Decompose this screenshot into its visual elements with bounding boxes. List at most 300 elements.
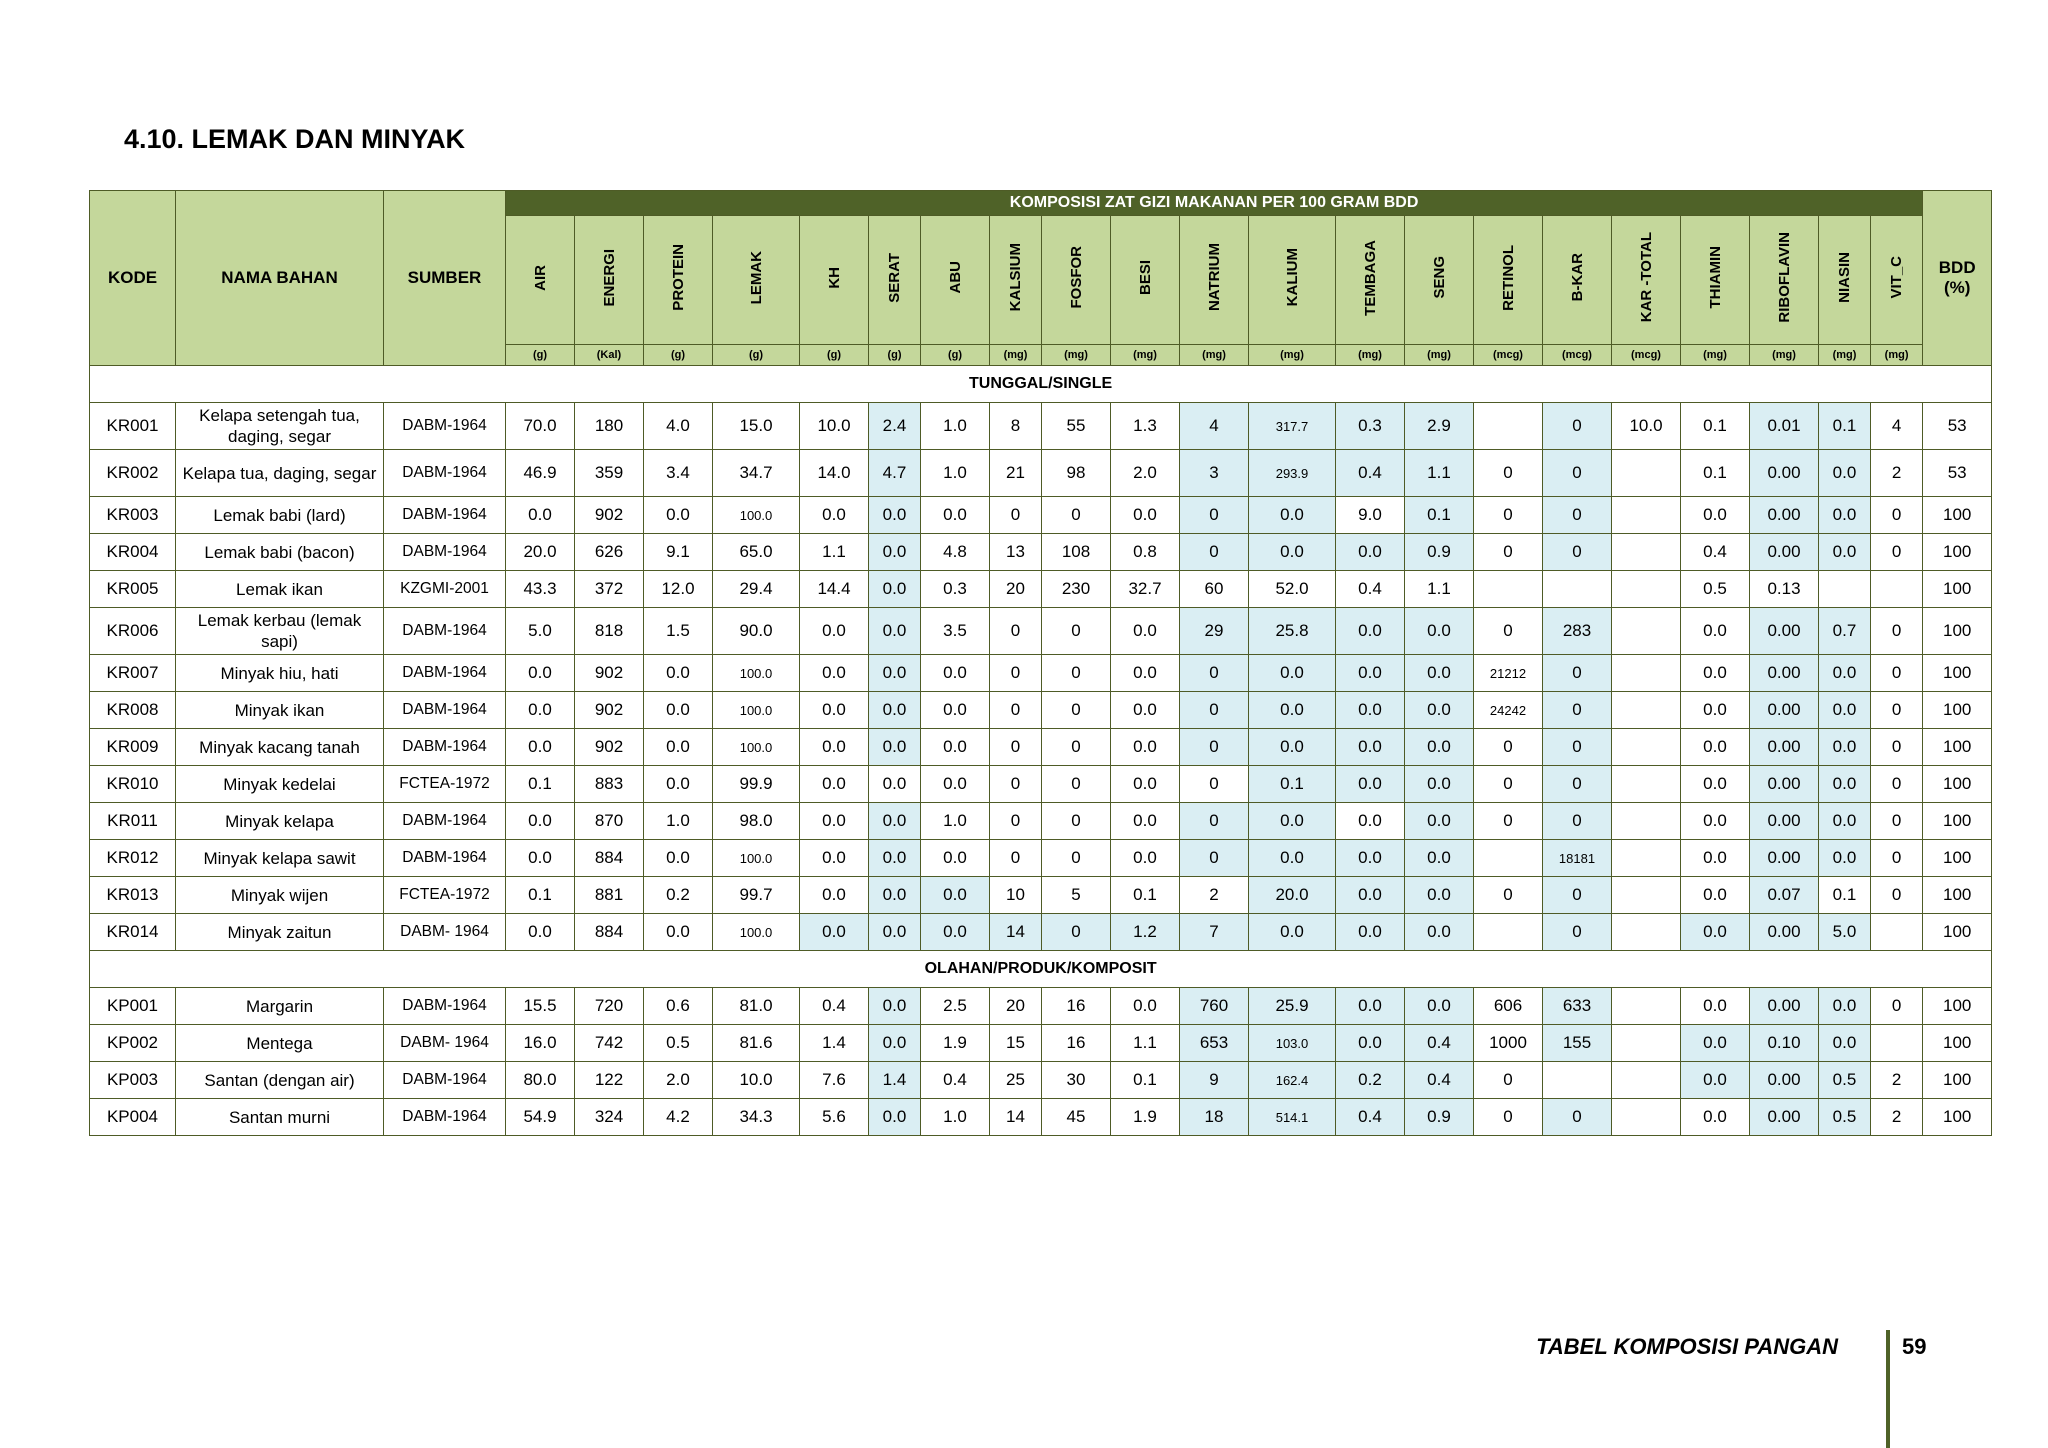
cell-value: 0.1 <box>1819 877 1871 914</box>
cell-value: 0.1 <box>506 877 575 914</box>
cell-value <box>1871 1025 1923 1062</box>
cell-value: 0.0 <box>644 729 713 766</box>
table-row <box>90 840 1992 877</box>
cell-value: 0.0 <box>921 877 990 914</box>
nutrient-header-label: AIR <box>531 264 549 291</box>
cell-value: 0 <box>1474 803 1543 840</box>
cell-value: 0 <box>1871 729 1923 766</box>
cell-sumber: FCTEA-1972 <box>384 877 506 914</box>
cell-value <box>1612 450 1681 497</box>
cell-bdd: 100 <box>1923 571 1992 608</box>
cell-value: 0.0 <box>1405 988 1474 1025</box>
cell-value: 902 <box>575 729 644 766</box>
cell-value: 0.0 <box>1681 729 1750 766</box>
unit-header: (mg) <box>1871 345 1923 366</box>
cell-value: 0 <box>990 803 1042 840</box>
cell-value: 20 <box>990 571 1042 608</box>
cell-value: 4.7 <box>869 450 921 497</box>
bdd-label: BDD <box>1938 258 1976 277</box>
cell-value: 0.1 <box>1249 766 1336 803</box>
page-number: 59 <box>1902 1334 1927 1359</box>
cell-value <box>1612 1099 1681 1136</box>
nutrient-header <box>1871 216 1923 345</box>
cell-kode: KR014 <box>90 914 176 951</box>
cell-value: 0.0 <box>644 692 713 729</box>
cell-value: 15 <box>990 1025 1042 1062</box>
cell-nama-bahan: Minyak wijen <box>176 877 384 914</box>
cell-value: 0.0 <box>1249 729 1336 766</box>
cell-value: 5.0 <box>1819 914 1871 951</box>
cell-value: 0.0 <box>869 608 921 655</box>
cell-value: 818 <box>575 608 644 655</box>
section-label: TUNGGAL/SINGLE <box>90 366 1992 403</box>
cell-value: 0.4 <box>800 988 869 1025</box>
unit-header: (mg) <box>990 345 1042 366</box>
cell-value: 0.0 <box>869 877 921 914</box>
cell-value: 0 <box>1871 692 1923 729</box>
cell-value: 0 <box>1042 840 1111 877</box>
cell-value: 1.1 <box>1405 450 1474 497</box>
cell-value: 0.0 <box>800 914 869 951</box>
nutrient-header <box>1180 216 1249 345</box>
nutrient-header-label: LEMAK <box>747 250 765 305</box>
cell-value: 9.1 <box>644 534 713 571</box>
cell-value <box>1474 403 1543 450</box>
table-row <box>90 729 1992 766</box>
cell-nama-bahan: Santan (dengan air) <box>176 1062 384 1099</box>
cell-bdd: 100 <box>1923 497 1992 534</box>
cell-value: 0 <box>1474 729 1543 766</box>
cell-value: 0 <box>1871 655 1923 692</box>
cell-value: 0.00 <box>1750 608 1819 655</box>
nutrient-header-label: RETINOL <box>1499 244 1517 311</box>
cell-value: 633 <box>1543 988 1612 1025</box>
cell-value: 1.3 <box>1111 403 1180 450</box>
cell-value: 0.5 <box>1681 571 1750 608</box>
cell-value: 720 <box>575 988 644 1025</box>
cell-value: 1.4 <box>869 1062 921 1099</box>
cell-value: 0 <box>1543 803 1612 840</box>
nutrient-header <box>800 216 869 345</box>
cell-value: 0.0 <box>921 729 990 766</box>
cell-value: 0.0 <box>1111 655 1180 692</box>
cell-value: 1.9 <box>1111 1099 1180 1136</box>
cell-sumber: DABM-1964 <box>384 655 506 692</box>
cell-value: 0.5 <box>1819 1099 1871 1136</box>
cell-value: 742 <box>575 1025 644 1062</box>
unit-header: (mcg) <box>1543 345 1612 366</box>
cell-value: 0.0 <box>800 497 869 534</box>
cell-value <box>1474 840 1543 877</box>
cell-value: 0.0 <box>1336 1025 1405 1062</box>
cell-value: 0.00 <box>1750 840 1819 877</box>
cell-value: 0.4 <box>1681 534 1750 571</box>
table-row <box>90 914 1992 951</box>
cell-kode: KR008 <box>90 692 176 729</box>
cell-value: 0.0 <box>1111 766 1180 803</box>
cell-value: 4.8 <box>921 534 990 571</box>
cell-value: 0.0 <box>644 914 713 951</box>
cell-value: 0.00 <box>1750 988 1819 1025</box>
cell-kode: KR012 <box>90 840 176 877</box>
cell-bdd: 100 <box>1923 1025 1992 1062</box>
cell-value: 4.2 <box>644 1099 713 1136</box>
cell-value: 81.6 <box>713 1025 800 1062</box>
cell-kode: KR013 <box>90 877 176 914</box>
cell-nama-bahan: Margarin <box>176 988 384 1025</box>
nutrient-header <box>921 216 990 345</box>
cell-value: 0.0 <box>1681 1025 1750 1062</box>
cell-value: 0.0 <box>1336 655 1405 692</box>
cell-value: 0.1 <box>1819 403 1871 450</box>
cell-kode: KR010 <box>90 766 176 803</box>
col-header-nama: NAMA BAHAN <box>176 191 384 366</box>
cell-nama-bahan: Minyak kacang tanah <box>176 729 384 766</box>
cell-value: 14.4 <box>800 571 869 608</box>
cell-value: 324 <box>575 1099 644 1136</box>
cell-value: 46.9 <box>506 450 575 497</box>
cell-value: 0 <box>1042 608 1111 655</box>
cell-sumber: DABM-1964 <box>384 403 506 450</box>
cell-value: 1.4 <box>800 1025 869 1062</box>
unit-header: (mg) <box>1042 345 1111 366</box>
cell-value: 0.0 <box>1681 877 1750 914</box>
cell-value <box>1612 608 1681 655</box>
cell-value: 0 <box>1474 877 1543 914</box>
unit-header: (mg) <box>1180 345 1249 366</box>
cell-value: 0 <box>1871 840 1923 877</box>
cell-value: 0.4 <box>1405 1025 1474 1062</box>
cell-value: 180 <box>575 403 644 450</box>
table-row <box>90 608 1992 655</box>
cell-value: 99.9 <box>713 766 800 803</box>
nutrient-header-label: NIASIN <box>1836 252 1853 303</box>
cell-value: 0.6 <box>644 988 713 1025</box>
cell-value: 359 <box>575 450 644 497</box>
cell-sumber: DABM-1964 <box>384 497 506 534</box>
cell-value: 0.0 <box>1819 803 1871 840</box>
cell-value: 0.0 <box>869 766 921 803</box>
cell-kode: KR006 <box>90 608 176 655</box>
cell-value: 70.0 <box>506 403 575 450</box>
cell-value <box>1612 655 1681 692</box>
table-body <box>90 366 1992 1136</box>
cell-bdd: 100 <box>1923 877 1992 914</box>
cell-value: 372 <box>575 571 644 608</box>
cell-value: 100.0 <box>713 497 800 534</box>
cell-kode: KR011 <box>90 803 176 840</box>
cell-value: 0.0 <box>1819 766 1871 803</box>
cell-value: 0 <box>1180 766 1249 803</box>
cell-value: 0.0 <box>1819 729 1871 766</box>
nutrient-header-label: SENG <box>1430 256 1448 299</box>
cell-nama-bahan: Mentega <box>176 1025 384 1062</box>
nutrient-header <box>713 216 800 345</box>
cell-value <box>1612 877 1681 914</box>
cell-value: 0.0 <box>1249 497 1336 534</box>
nutrient-header <box>575 216 644 345</box>
cell-value: 514.1 <box>1249 1099 1336 1136</box>
unit-header: (mg) <box>1750 345 1819 366</box>
nutrient-header <box>1042 216 1111 345</box>
cell-value <box>1612 803 1681 840</box>
cell-value: 902 <box>575 692 644 729</box>
cell-value: 760 <box>1180 988 1249 1025</box>
section-row <box>90 366 1992 403</box>
cell-value: 0.0 <box>800 877 869 914</box>
cell-value: 0.1 <box>506 766 575 803</box>
cell-kode: KP002 <box>90 1025 176 1062</box>
cell-value: 0.0 <box>1681 1062 1750 1099</box>
cell-value: 0.1 <box>1111 1062 1180 1099</box>
unit-header: (mg) <box>1336 345 1405 366</box>
table-row <box>90 534 1992 571</box>
cell-value: 0.0 <box>800 729 869 766</box>
cell-value: 0 <box>1180 497 1249 534</box>
cell-value: 0.0 <box>1681 766 1750 803</box>
cell-value: 0.4 <box>1405 1062 1474 1099</box>
cell-bdd: 100 <box>1923 729 1992 766</box>
cell-value: 3.5 <box>921 608 990 655</box>
cell-value: 0.0 <box>869 655 921 692</box>
cell-sumber: DABM- 1964 <box>384 914 506 951</box>
cell-value: 0.0 <box>1819 840 1871 877</box>
cell-value: 0.0 <box>1405 803 1474 840</box>
cell-value: 0.0 <box>644 766 713 803</box>
cell-value: 0.0 <box>1249 914 1336 951</box>
cell-value: 20 <box>990 988 1042 1025</box>
cell-value: 1.2 <box>1111 914 1180 951</box>
cell-value: 0 <box>1042 914 1111 951</box>
cell-value: 0 <box>1543 655 1612 692</box>
nutrient-header-label: KAR -TOTAL <box>1637 232 1655 323</box>
cell-value: 283 <box>1543 608 1612 655</box>
cell-value: 0.0 <box>1111 840 1180 877</box>
cell-value: 0.00 <box>1750 450 1819 497</box>
cell-value: 2.5 <box>921 988 990 1025</box>
cell-value: 0.3 <box>921 571 990 608</box>
cell-value: 0 <box>1180 534 1249 571</box>
cell-sumber: DABM-1964 <box>384 1062 506 1099</box>
cell-value: 0 <box>990 655 1042 692</box>
cell-value: 0.0 <box>506 692 575 729</box>
unit-header: (mg) <box>1249 345 1336 366</box>
cell-bdd: 100 <box>1923 766 1992 803</box>
nutrient-header <box>1405 216 1474 345</box>
table-row <box>90 571 1992 608</box>
cell-value: 100.0 <box>713 729 800 766</box>
cell-value: 3.4 <box>644 450 713 497</box>
cell-value: 10 <box>990 877 1042 914</box>
cell-value: 870 <box>575 803 644 840</box>
cell-value: 0.0 <box>1819 655 1871 692</box>
cell-value: 0.0 <box>1249 840 1336 877</box>
nutrient-header-label: KALSIUM <box>1007 243 1024 312</box>
nutrient-header <box>1111 216 1180 345</box>
cell-value: 0.0 <box>869 534 921 571</box>
nutrient-header <box>1249 216 1336 345</box>
cell-value: 0 <box>1543 497 1612 534</box>
cell-value: 0 <box>1180 803 1249 840</box>
cell-value: 18 <box>1180 1099 1249 1136</box>
cell-value: 0 <box>1042 803 1111 840</box>
cell-value: 0.8 <box>1111 534 1180 571</box>
cell-value: 65.0 <box>713 534 800 571</box>
cell-value: 0.0 <box>1405 840 1474 877</box>
unit-header: (mg) <box>1111 345 1180 366</box>
cell-value: 14 <box>990 914 1042 951</box>
cell-value: 100.0 <box>713 914 800 951</box>
nutrient-header-label: SERAT <box>886 252 903 303</box>
cell-value: 0.9 <box>1405 1099 1474 1136</box>
cell-value: 0.0 <box>506 655 575 692</box>
cell-value: 15.5 <box>506 988 575 1025</box>
cell-value <box>1612 497 1681 534</box>
cell-value: 0.0 <box>869 914 921 951</box>
cell-value: 0 <box>990 766 1042 803</box>
cell-value: 0.0 <box>921 914 990 951</box>
nutrient-header <box>869 216 921 345</box>
cell-sumber: DABM-1964 <box>384 692 506 729</box>
cell-nama-bahan: Lemak kerbau (lemak sapi) <box>176 608 384 655</box>
unit-header: (mg) <box>1819 345 1871 366</box>
cell-value: 1.0 <box>921 1099 990 1136</box>
cell-value: 21 <box>990 450 1042 497</box>
cell-value: 0.00 <box>1750 729 1819 766</box>
cell-value: 2.4 <box>869 403 921 450</box>
cell-value: 90.0 <box>713 608 800 655</box>
cell-value: 108 <box>1042 534 1111 571</box>
cell-kode: KP003 <box>90 1062 176 1099</box>
cell-value: 230 <box>1042 571 1111 608</box>
cell-value: 1.9 <box>921 1025 990 1062</box>
cell-value: 0.1 <box>1405 497 1474 534</box>
cell-value: 883 <box>575 766 644 803</box>
cell-kode: KR004 <box>90 534 176 571</box>
cell-value: 0.4 <box>921 1062 990 1099</box>
cell-value: 0 <box>1042 692 1111 729</box>
cell-value: 0.0 <box>1249 534 1336 571</box>
table-row <box>90 1062 1992 1099</box>
cell-nama-bahan: Santan murni <box>176 1099 384 1136</box>
cell-value: 0 <box>1543 450 1612 497</box>
cell-value: 0.4 <box>1336 571 1405 608</box>
cell-value: 0.0 <box>506 497 575 534</box>
cell-value: 0.00 <box>1750 803 1819 840</box>
nutrient-header-label: PROTEIN <box>669 244 687 311</box>
table-row <box>90 655 1992 692</box>
cell-value: 2 <box>1871 450 1923 497</box>
cell-nama-bahan: Minyak kelapa <box>176 803 384 840</box>
col-header-sumber: SUMBER <box>384 191 506 366</box>
cell-sumber: DABM-1964 <box>384 608 506 655</box>
cell-value: 0 <box>990 608 1042 655</box>
cell-sumber: DABM-1964 <box>384 534 506 571</box>
cell-value: 100.0 <box>713 692 800 729</box>
cell-value: 0.0 <box>1336 729 1405 766</box>
cell-value: 0.0 <box>1681 1099 1750 1136</box>
cell-value: 0 <box>1180 729 1249 766</box>
cell-value <box>1612 692 1681 729</box>
cell-value: 0.0 <box>1681 497 1750 534</box>
nutrient-header-label: KH <box>825 266 843 289</box>
cell-value: 34.3 <box>713 1099 800 1136</box>
cell-value: 0.9 <box>1405 534 1474 571</box>
table-row <box>90 988 1992 1025</box>
cell-value: 0.0 <box>1111 729 1180 766</box>
unit-header: (Kal) <box>575 345 644 366</box>
cell-value: 884 <box>575 840 644 877</box>
cell-sumber: DABM-1964 <box>384 729 506 766</box>
cell-sumber: DABM- 1964 <box>384 1025 506 1062</box>
cell-value: 1.1 <box>800 534 869 571</box>
cell-value: 606 <box>1474 988 1543 1025</box>
cell-value <box>1543 1062 1612 1099</box>
cell-value: 2.0 <box>1111 450 1180 497</box>
cell-value: 0.0 <box>1336 914 1405 951</box>
section-row <box>90 951 1992 988</box>
cell-value <box>1612 571 1681 608</box>
cell-value: 0 <box>1042 766 1111 803</box>
cell-value: 0 <box>1474 766 1543 803</box>
cell-value: 0.0 <box>1681 840 1750 877</box>
cell-value: 25.8 <box>1249 608 1336 655</box>
cell-value: 2.9 <box>1405 403 1474 450</box>
nutrient-header-label: ABU <box>946 261 964 294</box>
cell-sumber: DABM-1964 <box>384 803 506 840</box>
unit-header: (mg) <box>1681 345 1750 366</box>
cell-nama-bahan: Lemak babi (bacon) <box>176 534 384 571</box>
cell-bdd: 100 <box>1923 608 1992 655</box>
nutrient-header-label: TEMBAGA <box>1361 239 1379 316</box>
cell-value <box>1612 1062 1681 1099</box>
cell-value: 10.0 <box>1612 403 1681 450</box>
nutrient-header-label: THIAMIN <box>1706 246 1724 309</box>
cell-value: 29 <box>1180 608 1249 655</box>
cell-value: 4 <box>1180 403 1249 450</box>
cell-value: 0.0 <box>506 803 575 840</box>
cell-value: 626 <box>575 534 644 571</box>
cell-nama-bahan: Minyak ikan <box>176 692 384 729</box>
footer-divider <box>1886 1330 1890 1448</box>
cell-value: 0.0 <box>921 840 990 877</box>
cell-value: 0.00 <box>1750 534 1819 571</box>
cell-value: 0.0 <box>921 692 990 729</box>
cell-value: 55 <box>1042 403 1111 450</box>
cell-value <box>1612 988 1681 1025</box>
cell-value: 0.0 <box>1249 803 1336 840</box>
cell-value: 20.0 <box>506 534 575 571</box>
cell-value: 0.00 <box>1750 655 1819 692</box>
cell-value: 0.0 <box>1405 729 1474 766</box>
cell-value: 0.0 <box>921 497 990 534</box>
cell-value: 5 <box>1042 877 1111 914</box>
cell-value <box>1474 571 1543 608</box>
cell-nama-bahan: Minyak hiu, hati <box>176 655 384 692</box>
cell-value: 60 <box>1180 571 1249 608</box>
nutrient-header <box>1474 216 1543 345</box>
cell-value: 0.0 <box>1111 497 1180 534</box>
cell-bdd: 100 <box>1923 534 1992 571</box>
cell-value: 16 <box>1042 988 1111 1025</box>
cell-value: 4.0 <box>644 403 713 450</box>
cell-value: 9 <box>1180 1062 1249 1099</box>
komposisi-band: KOMPOSISI ZAT GIZI MAKANAN PER 100 GRAM BDD <box>506 191 1923 216</box>
nutrient-header <box>1336 216 1405 345</box>
cell-value: 21212 <box>1474 655 1543 692</box>
cell-value: 0 <box>1543 766 1612 803</box>
cell-value: 0.5 <box>1819 1062 1871 1099</box>
